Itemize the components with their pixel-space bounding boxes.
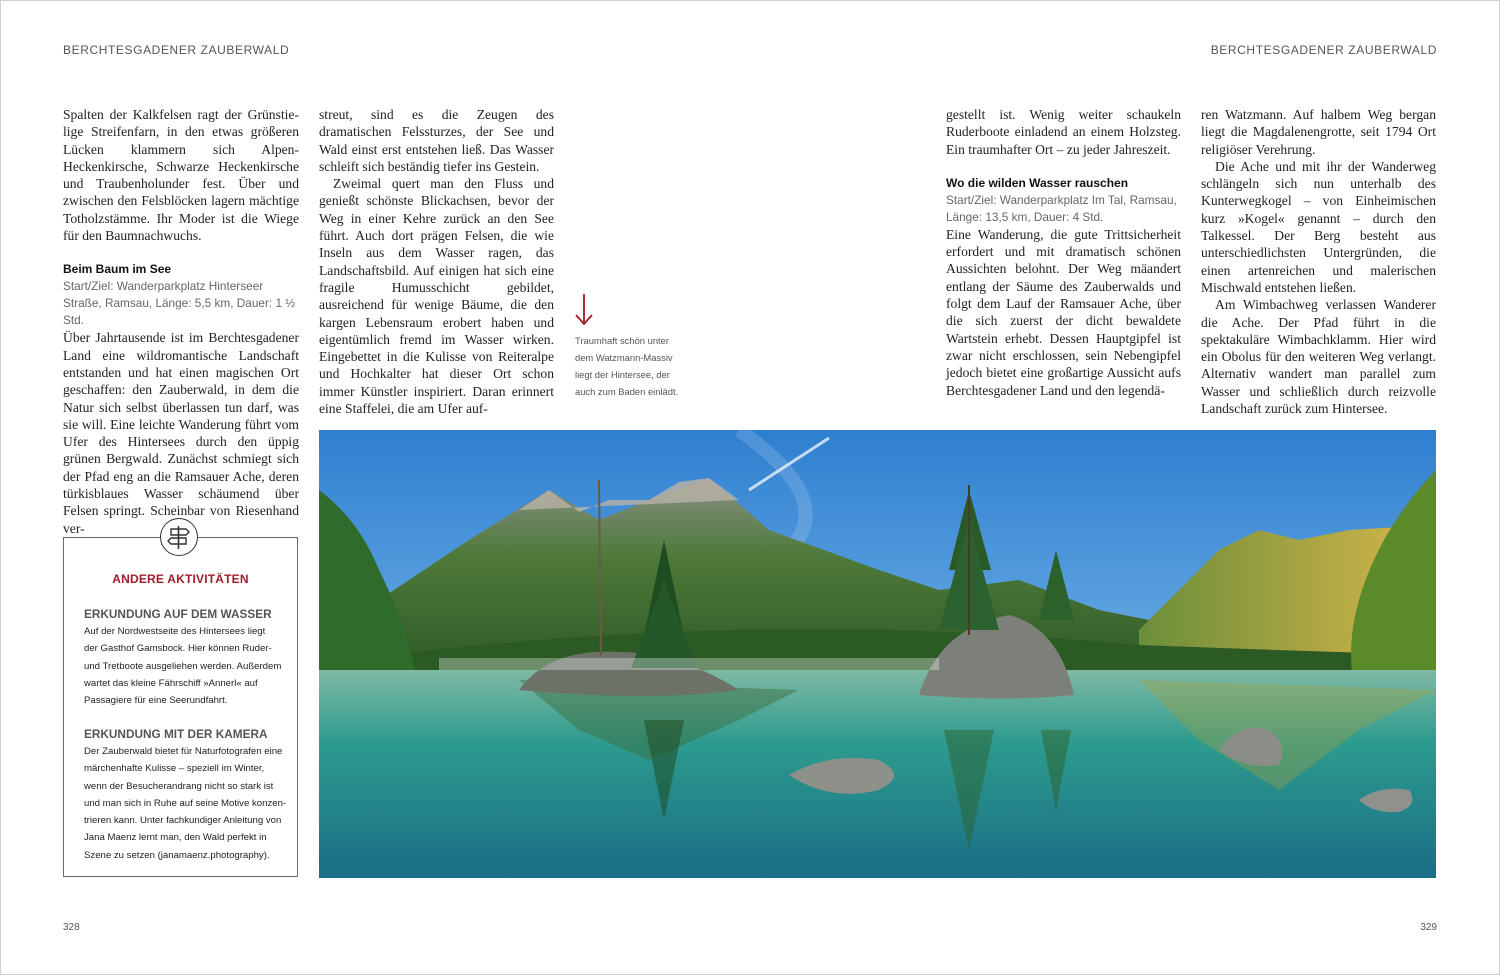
info-line: der Gasthof Gamsbock. Hier können Ruder- xyxy=(84,643,272,655)
text-column-2 xyxy=(319,106,554,417)
lake-panorama-photo xyxy=(319,430,1436,878)
info-section-heading: ERKUNDUNG MIT DER KAMERA xyxy=(84,727,268,741)
subhead: Beim Baum im See xyxy=(63,262,172,277)
info-line: Jana Maenz lernt man, den Wald perfekt in xyxy=(84,832,267,844)
paragraph: Am Wimbachweg verlassen Wanderer die Ache. Der Pfad führt in die spektakuläre Wimbachklamm. Hier wird ein Obolus für den weiteren Weg verlangt. Alternativ wandert man parallel zum Wasser und schließlich durch reizvolle Landschaft zurück zum Hintersee. xyxy=(1201,297,1436,417)
info-line: wenn der Besucherandrang nicht so stark ist xyxy=(84,780,274,792)
info-line: märchenhafte Kulisse – speziell im Winter, xyxy=(84,763,265,775)
paragraph: Spalten der Kalkfelsen ragt der Grünstielige Streifenfarn, in den etwas größeren Lücken klammern sich Alpen-Heckenkirsche, Schwarze Heckenkirsche und Traubenholunder fest. Über und zwischen den Felsblöcken lagern mächtige Totholzstämme. Ihr Moder ist die Wiege für den Baumnachwuchs. xyxy=(63,107,299,244)
arrow-down-icon xyxy=(574,293,594,327)
paragraph: Eine Wanderung, die gute Trittsicherheit erfordert und mit dramatisch schönen Aussichten belohnt. Der Weg mäandert entlang der Säume des Zauberwalds und folgt dem Lauf der Ramsauer Ache, über die sich zuerst der dicht bewaldete Wartstein erhebt. Dessen Hauptgipfel ist zwar nicht erschlossen, sein Nebengipfel jedoch bietet eine großartige Aussicht aufs Berchtesgadener Land und den legendä- xyxy=(946,226,1181,398)
info-line: Szene zu setzen (janamaenz.photography). xyxy=(84,849,270,861)
page-number-right: 329 xyxy=(1420,922,1437,933)
running-head-left: BERCHTESGADENER ZAUBERWALD xyxy=(63,43,290,57)
paragraph: ren Watzmann. Auf halbem Weg bergan liegt die Magdalenengrotte, seit 1794 Ort religiöser Verehrung. xyxy=(1201,107,1436,157)
info-line: Passagiere für eine Seerundfahrt. xyxy=(84,695,228,707)
paragraph: gestellt ist. Wenig weiter schaukeln Ruderboote einladend an einem Holzsteg. Ein traumhafter Ort – zu jeder Jahreszeit. xyxy=(946,107,1181,157)
text-column-4 xyxy=(1201,106,1436,417)
caption-line: dem Watzmann-Massiv xyxy=(575,352,673,363)
page-number-left: 328 xyxy=(63,922,80,933)
subhead: Wo die wilden Wasser rauschen xyxy=(946,175,1129,190)
text-column-1 xyxy=(63,106,299,537)
caption-line: liegt der Hintersee, der xyxy=(575,369,670,380)
paragraph: Über Jahrtausende ist im Berchtesgadener Land eine wildromantische Landschaft entstanden und hat einen magischen Ort geschaffen: den Zauberwald, in dem die Natur sich selbst überlassen tun darf, was sie will. Eine leichte Wanderung führt vom Ufer des Hintersees durch den üppig grünen Bergwald. Zunächst schmiegt sich der Pfad eng an die Ramsauer Ache, deren türkisblaues Wasser schäumend über Felsen springt. Scheinbar von Riesenhand ver- xyxy=(63,330,299,536)
info-line: wartet das kleine Fährschiff »Annerl« auf xyxy=(84,677,258,689)
info-section-heading: ERKUNDUNG AUF DEM WASSER xyxy=(84,607,272,621)
info-line: und Tretboote ausgeliehen werden. Außerdem xyxy=(84,660,282,672)
info-line: trieren kann. Unter fachkundiger Anleitung von xyxy=(84,815,282,827)
paragraph: streut, sind es die Zeugen des dramatischen Felssturzes, der See und Wald einst erst entstehen ließ. Das Wasser schleift sich beständig tiefer ins Gestein. xyxy=(319,107,554,174)
paragraph: Zweimal quert man den Fluss und genießt schönste Blickachsen, bevor der Weg in einer Kehre zurück an den See führt. Auch dort prägen Felsen, die wie Inseln aus dem Wasser ragen, das Landschaftsbild. Auf einigen hat sich eine fragile Humusschicht gebildet, ausreichend für wenige Bäume, die den kargen Lebensraum erobert haben und eigentümlich fremd im Wasser wirken. Eingebettet in die Kulisse von Reiteralpe und Hochkalter hat dieser Ort schon immer Künstler inspiriert. Daran erinnert eine Staffelei, die am Ufer auf- xyxy=(319,176,554,417)
info-box-title: ANDERE AKTIVITÄTEN xyxy=(112,572,249,586)
info-line: Auf der Nordwestseite des Hintersees liegt xyxy=(84,626,266,637)
signpost-icon xyxy=(160,518,198,556)
route-info: Start/Ziel: Wanderparkplatz Hinterseer Straße, Ramsau, Länge: 5,5 km, Dauer: 1 ½ Std. xyxy=(63,279,296,328)
caption-line: auch zum Baden einlädt. xyxy=(575,386,679,397)
info-line: Der Zauberwald bietet für Naturfotografen eine xyxy=(84,746,283,757)
text-column-3 xyxy=(946,106,1181,399)
route-info: Start/Ziel: Wanderparkplatz Im Tal, Ramsau, Länge: 13,5 km, Dauer: 4 Std. xyxy=(946,192,1177,224)
paragraph: Die Ache und mit ihr der Wanderweg schlängeln sich nun unterhalb des Kunterwegkogel – von Einheimischen kurz »Kogel« genannt – durch den Talkessel. Der Berg besteht aus unterschiedlichsten Untergründen, die einen artenreichen und malerischen Mischwald entstehen ließen. xyxy=(1201,158,1436,295)
info-line: und man sich in Ruhe auf seine Motive konzen- xyxy=(84,797,287,809)
info-section-water xyxy=(84,606,284,709)
info-section-camera xyxy=(84,726,287,864)
photo-caption xyxy=(575,332,687,400)
caption-line: Traumhaft schön unter xyxy=(575,335,669,346)
running-head-right: BERCHTESGADENER ZAUBERWALD xyxy=(1210,43,1437,57)
